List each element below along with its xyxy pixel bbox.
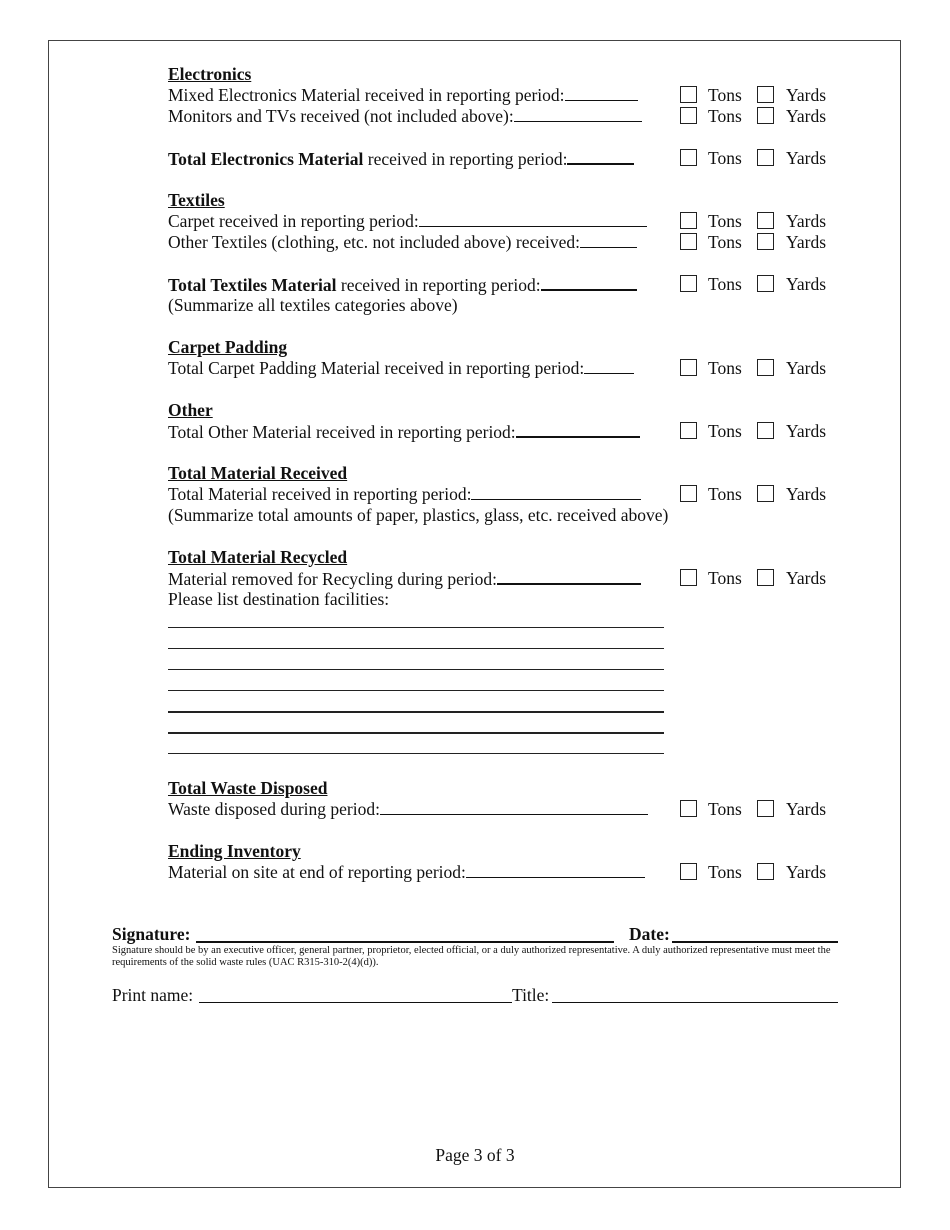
total-textiles-rest: received in reporting period: xyxy=(336,275,541,295)
total-recycled-field[interactable] xyxy=(497,568,641,585)
signature-field[interactable] xyxy=(196,941,614,943)
yards-label: Yards xyxy=(786,421,827,441)
other-row xyxy=(168,421,640,443)
yards-checkbox[interactable] xyxy=(757,233,774,250)
yards-checkbox[interactable] xyxy=(757,107,774,124)
textiles-heading: Textiles xyxy=(168,190,225,210)
title-field[interactable] xyxy=(552,1002,838,1003)
monitors-field[interactable] xyxy=(514,106,642,122)
total-received-label: Total Material received in reporting period: xyxy=(168,484,472,504)
total-electronics-bold: Total Electronics Material xyxy=(168,149,364,169)
mixed-electronics-field[interactable] xyxy=(565,85,638,101)
total-electronics-field[interactable] xyxy=(567,148,634,165)
yards-label: Yards xyxy=(786,799,827,819)
tons-label: Tons xyxy=(708,568,742,588)
other-heading: Other xyxy=(168,400,213,420)
yards-label: Yards xyxy=(786,148,827,168)
tons-label: Tons xyxy=(708,862,742,882)
carpet-padding-row xyxy=(168,358,634,379)
ending-inventory-heading: Ending Inventory xyxy=(168,841,301,861)
tons-checkbox[interactable] xyxy=(680,107,697,124)
yards-label: Yards xyxy=(786,106,827,126)
other-field[interactable] xyxy=(516,421,640,438)
tons-checkbox[interactable] xyxy=(680,569,697,586)
carpet-field[interactable] xyxy=(419,211,647,227)
yards-label: Yards xyxy=(786,85,827,105)
yards-label: Yards xyxy=(786,232,827,252)
total-recycled-heading: Total Material Recycled xyxy=(168,547,348,567)
total-received-field[interactable] xyxy=(471,484,641,500)
waste-disposed-row xyxy=(168,799,648,820)
tons-label: Tons xyxy=(708,799,742,819)
date-label: Date: xyxy=(629,924,670,944)
destination-line[interactable] xyxy=(168,627,664,628)
total-received-row xyxy=(168,484,641,505)
tons-label: Tons xyxy=(708,106,742,126)
destination-label: Please list destination facilities: xyxy=(168,589,390,609)
page-number: Page 3 of 3 xyxy=(435,1145,515,1165)
tons-checkbox[interactable] xyxy=(680,800,697,817)
yards-checkbox[interactable] xyxy=(757,485,774,502)
other-label: Total Other Material received in reporting period: xyxy=(168,422,516,442)
total-recycled-label: Material removed for Recycling during period: xyxy=(168,569,497,589)
other-textiles-label: Other Textiles (clothing, etc. not included above) received: xyxy=(168,232,580,252)
tons-label: Tons xyxy=(708,148,742,168)
ending-inventory-field[interactable] xyxy=(466,862,645,878)
destination-line[interactable] xyxy=(168,711,664,713)
yards-checkbox[interactable] xyxy=(757,800,774,817)
total-electronics-rest: received in reporting period: xyxy=(363,149,568,169)
yards-label: Yards xyxy=(786,358,827,378)
ending-inventory-row xyxy=(168,862,645,883)
total-textiles-field[interactable] xyxy=(541,274,637,291)
destination-line[interactable] xyxy=(168,753,664,754)
yards-checkbox[interactable] xyxy=(757,569,774,586)
print-name-field[interactable] xyxy=(199,1002,512,1003)
total-textiles-bold: Total Textiles Material xyxy=(168,275,337,295)
carpet-row xyxy=(168,211,647,232)
tons-label: Tons xyxy=(708,211,742,231)
carpet-padding-field[interactable] xyxy=(584,358,634,374)
tons-checkbox[interactable] xyxy=(680,149,697,166)
other-textiles-row xyxy=(168,232,637,253)
yards-checkbox[interactable] xyxy=(757,422,774,439)
total-recycled-row xyxy=(168,568,641,590)
yards-checkbox[interactable] xyxy=(757,212,774,229)
yards-label: Yards xyxy=(786,484,827,504)
yards-checkbox[interactable] xyxy=(757,149,774,166)
destination-line[interactable] xyxy=(168,648,664,649)
destination-line[interactable] xyxy=(168,690,664,691)
electronics-heading: Electronics xyxy=(168,64,252,84)
carpet-label: Carpet received in reporting period: xyxy=(168,211,419,231)
carpet-padding-heading: Carpet Padding xyxy=(168,337,288,357)
yards-label: Yards xyxy=(786,568,827,588)
tons-checkbox[interactable] xyxy=(680,233,697,250)
tons-label: Tons xyxy=(708,358,742,378)
mixed-electronics-label: Mixed Electronics Material received in reporting period: xyxy=(168,85,565,105)
tons-checkbox[interactable] xyxy=(680,485,697,502)
ending-inventory-label: Material on site at end of reporting period: xyxy=(168,862,466,882)
tons-checkbox[interactable] xyxy=(680,275,697,292)
tons-checkbox[interactable] xyxy=(680,212,697,229)
yards-checkbox[interactable] xyxy=(757,275,774,292)
tons-checkbox[interactable] xyxy=(680,422,697,439)
tons-checkbox[interactable] xyxy=(680,359,697,376)
signature-note: Signature should be by an executive officer, general partner, proprietor, elected official, or a duly authorized representative. A duly authorized representative must meet the requirements of the solid waste rules (UAC R315-310-2(4)(d)). xyxy=(112,945,831,968)
waste-disposed-label: Waste disposed during period: xyxy=(168,799,380,819)
carpet-padding-label: Total Carpet Padding Material received in reporting period: xyxy=(168,358,585,378)
yards-label: Yards xyxy=(786,862,827,882)
total-textiles-row xyxy=(168,274,637,296)
tons-checkbox[interactable] xyxy=(680,863,697,880)
date-field[interactable] xyxy=(672,941,838,943)
total-received-note: (Summarize total amounts of paper, plastics, glass, etc. received above) xyxy=(168,505,669,525)
total-electronics-row xyxy=(168,148,634,170)
tons-checkbox[interactable] xyxy=(680,86,697,103)
destination-line[interactable] xyxy=(168,732,664,734)
yards-checkbox[interactable] xyxy=(757,863,774,880)
other-textiles-field[interactable] xyxy=(580,232,637,248)
monitors-row xyxy=(168,106,642,127)
tons-label: Tons xyxy=(708,421,742,441)
yards-label: Yards xyxy=(786,211,827,231)
tons-label: Tons xyxy=(708,484,742,504)
waste-disposed-field[interactable] xyxy=(380,799,648,815)
mixed-electronics-row xyxy=(168,85,638,106)
yards-checkbox[interactable] xyxy=(757,359,774,376)
tons-label: Tons xyxy=(708,85,742,105)
tons-label: Tons xyxy=(708,274,742,294)
print-name-label: Print name: xyxy=(112,985,194,1005)
title-label: Title: xyxy=(512,985,550,1005)
waste-disposed-heading: Total Waste Disposed xyxy=(168,778,328,798)
total-received-heading: Total Material Received xyxy=(168,463,348,483)
monitors-label: Monitors and TVs received (not included above): xyxy=(168,106,514,126)
tons-label: Tons xyxy=(708,232,742,252)
signature-label: Signature: xyxy=(112,924,191,944)
destination-line[interactable] xyxy=(168,669,664,670)
total-textiles-note: (Summarize all textiles categories above) xyxy=(168,295,458,315)
yards-checkbox[interactable] xyxy=(757,86,774,103)
yards-label: Yards xyxy=(786,274,827,294)
